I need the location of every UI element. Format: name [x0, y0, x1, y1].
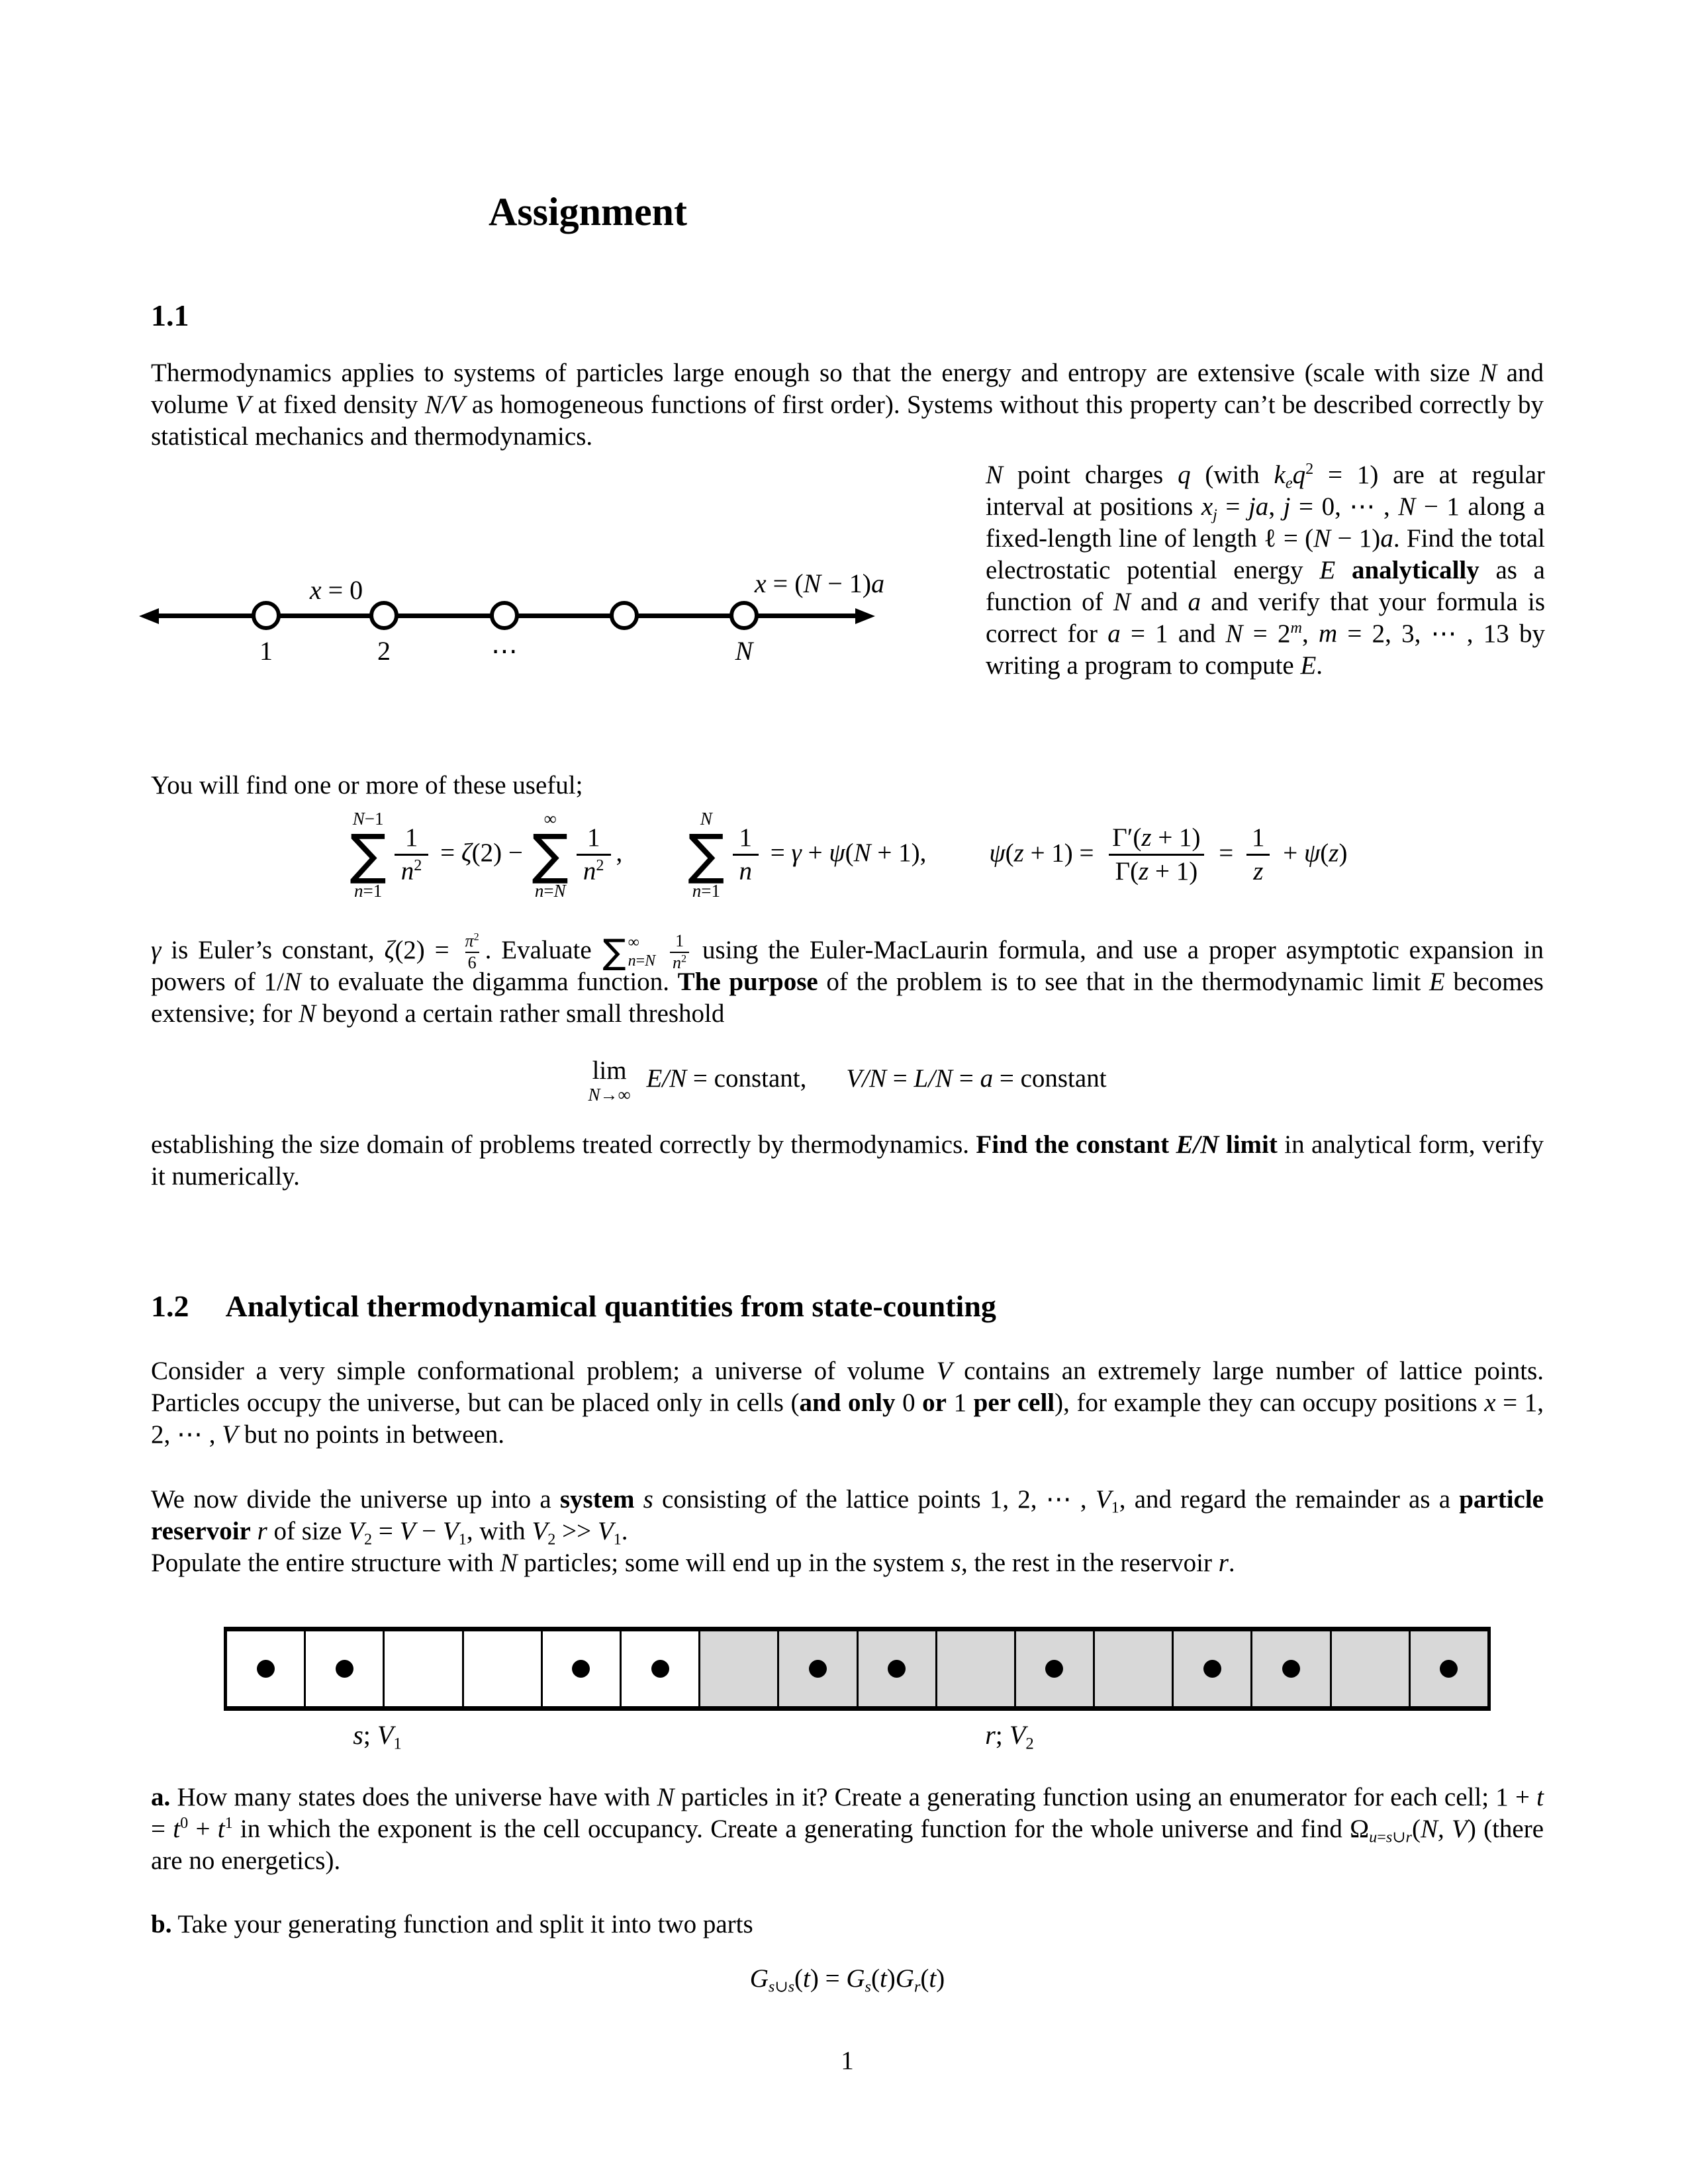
- lattice-cell: [620, 1631, 698, 1706]
- right-arrowhead-icon: [855, 608, 875, 624]
- lattice-cells: [224, 1627, 1491, 1711]
- part-a-paragraph: a. How many states does the universe have with N particles in it? Create a generating function using an enumerator for each cell; $1 + t = t^0 + t^1$ in which the exponent is the cell occupancy. Create a generating function for the whole universe and find $\Omega_{u=s\cup r}(N$, V) (there are no energetics).: [151, 1783, 1544, 1875]
- charge-site-unlabeled: [604, 601, 644, 635]
- charge-circle-icon: [610, 601, 639, 630]
- particle-dot-icon: [651, 1660, 669, 1678]
- lattice-cell: [462, 1631, 541, 1706]
- lattice-cell: [1014, 1631, 1093, 1706]
- limit-equation: lim N→∞ E/N = constant, V/N = L/N = a = constant: [588, 1056, 1107, 1105]
- lattice-cell: [698, 1631, 777, 1706]
- document-title: Assignment: [488, 190, 688, 234]
- particle-dot-icon: [1045, 1660, 1063, 1678]
- label-x-zero: x = 0: [309, 575, 363, 605]
- consider-paragraph: Consider a very simple conformational problem; a universe of volume V contains an extremely large number of lattice points. Particles occupy the universe, but can be placed only in cells (and only 0 or 1 per cell), for example they can occupy positions x = 1, 2, ⋯ , V but no points in between.: [151, 1357, 1544, 1449]
- lattice-cell: [383, 1631, 461, 1706]
- charge-tick-label: 2: [377, 636, 391, 666]
- charge-circle-icon: [252, 601, 281, 630]
- useful-lead-line: You will find one or more of these useful;: [151, 771, 583, 799]
- particle-dot-icon: [572, 1660, 590, 1678]
- particle-dot-icon: [1203, 1660, 1221, 1678]
- lattice-cell: [1172, 1631, 1250, 1706]
- charges-paragraph: N point charges q (with $k_eq^2 = 1$) are at regular interval at positions $x_j$ = ja, j = 0, ⋯ , N − 1 along a fixed-length line of length ℓ = (N − 1)a. Find the total electrostatic potential energy E analytically as a function of N and a and verify that your formula is correct for a = 1 and $N = 2^m$, m = 2, 3, ⋯ , 13 by writing a program to compute E.: [986, 460, 1546, 680]
- charge-site-dots: [485, 601, 524, 667]
- figure-lattice: [224, 1627, 1491, 1753]
- lattice-cell: [304, 1631, 383, 1706]
- lattice-cell: [541, 1631, 620, 1706]
- generating-function-equation: $G_{s\cup s}(t) = G_s(t)G_r(t)$: [749, 1964, 945, 1996]
- lattice-cell: [777, 1631, 856, 1706]
- lattice-cell: [1330, 1631, 1409, 1706]
- charge-site-2: [364, 601, 404, 667]
- charge-tick-label: 1: [259, 636, 273, 666]
- intro-paragraph: Thermodynamics applies to systems of particles large enough so that the energy and entropy are extensive (scale with size N and volume V at fixed density N/V as homogeneous functions of first order). Systems without this property can’t be described correctly by statistical mechanics and thermodynamics.: [151, 359, 1544, 451]
- section-number: 1.2: [151, 1289, 189, 1323]
- page-number: 1: [841, 2046, 854, 2075]
- left-arrowhead-icon: [139, 608, 159, 624]
- lattice-cell: [1093, 1631, 1172, 1706]
- charge-circle-icon: [729, 601, 759, 630]
- particle-dot-icon: [257, 1660, 275, 1678]
- charge-circle-icon: [490, 601, 519, 630]
- label-reservoir-volume: r; $V_2$: [985, 1720, 1034, 1753]
- lattice-cell: [1250, 1631, 1329, 1706]
- section-title: Analytical thermodynamical quantities from state-counting: [225, 1289, 996, 1323]
- charge-site-1: [246, 601, 286, 667]
- particle-dot-icon: [888, 1660, 906, 1678]
- formula-sum-zeta: N−1 ∑ n=1 $\frac{1}{n^2}$ = ζ(2) − ∞ ∑ n=N $\frac{1}{n^2}$ ,: [350, 809, 623, 901]
- formula-harmonic-sum: N ∑ n=1 $\frac{1}{n}$ = γ + ψ(N + 1),: [688, 809, 927, 901]
- lattice-cell: [1409, 1631, 1487, 1706]
- display-formula-row: [151, 809, 1544, 901]
- particle-dot-icon: [1282, 1660, 1300, 1678]
- charge-site-N: [724, 601, 764, 667]
- charge-tick-label: ⋯: [491, 636, 518, 666]
- lattice-cell: [227, 1631, 304, 1706]
- label-system-volume: s; $V_1$: [353, 1720, 402, 1753]
- charge-tick-label: N: [735, 636, 753, 666]
- figure-charge-line: [151, 463, 978, 748]
- part-b-paragraph: b. Take your generating function and split it into two parts: [151, 1910, 753, 1938]
- section-1-2-heading: [151, 1289, 996, 1324]
- divide-paragraph: We now divide the universe up into a system s consisting of the lattice points 1, 2, ⋯ , $V_1$, and regard the remainder as a particle reservoir r of size $V_2 = V - V_1$, with $V_2 >> V_1$. Populate the entire structure with N particles; some will end up in the system s, the rest in the reservoir r.: [151, 1485, 1544, 1577]
- particle-dot-icon: [1440, 1660, 1458, 1678]
- formula-digamma: ψ(z + 1) = $\frac{\Gamma'(z + 1)}{\Gamma(z + 1)}$ = $\frac{1}{z}$ + ψ(z): [989, 823, 1348, 886]
- label-x-n-minus-1-a: x = (N − 1)a: [754, 569, 885, 598]
- section-1-1-heading: 1.1: [151, 298, 189, 332]
- particle-dot-icon: [809, 1660, 827, 1678]
- gamma-paragraph: γ is Euler’s constant, ζ(2) = $\frac{\pi^2}{6}$ . Evaluate ∑ ∞ n=N $\frac{1}{n^2}$ using the Euler-MacLaurin formula, and use a proper asymptotic expansion in powers of 1/N to evaluate the digamma function. The purpose of the problem is to see that in the thermodynamic limit E becomes extensive; for N beyond a certain rather small threshold: [151, 931, 1544, 1028]
- lattice-cell: [857, 1631, 935, 1706]
- particle-dot-icon: [336, 1660, 353, 1678]
- charge-circle-icon: [369, 601, 399, 630]
- lattice-cell: [935, 1631, 1014, 1706]
- establishing-paragraph: establishing the size domain of problems treated correctly by thermodynamics. Find the constant E/N limit in analytical form, verify it numerically.: [151, 1130, 1544, 1191]
